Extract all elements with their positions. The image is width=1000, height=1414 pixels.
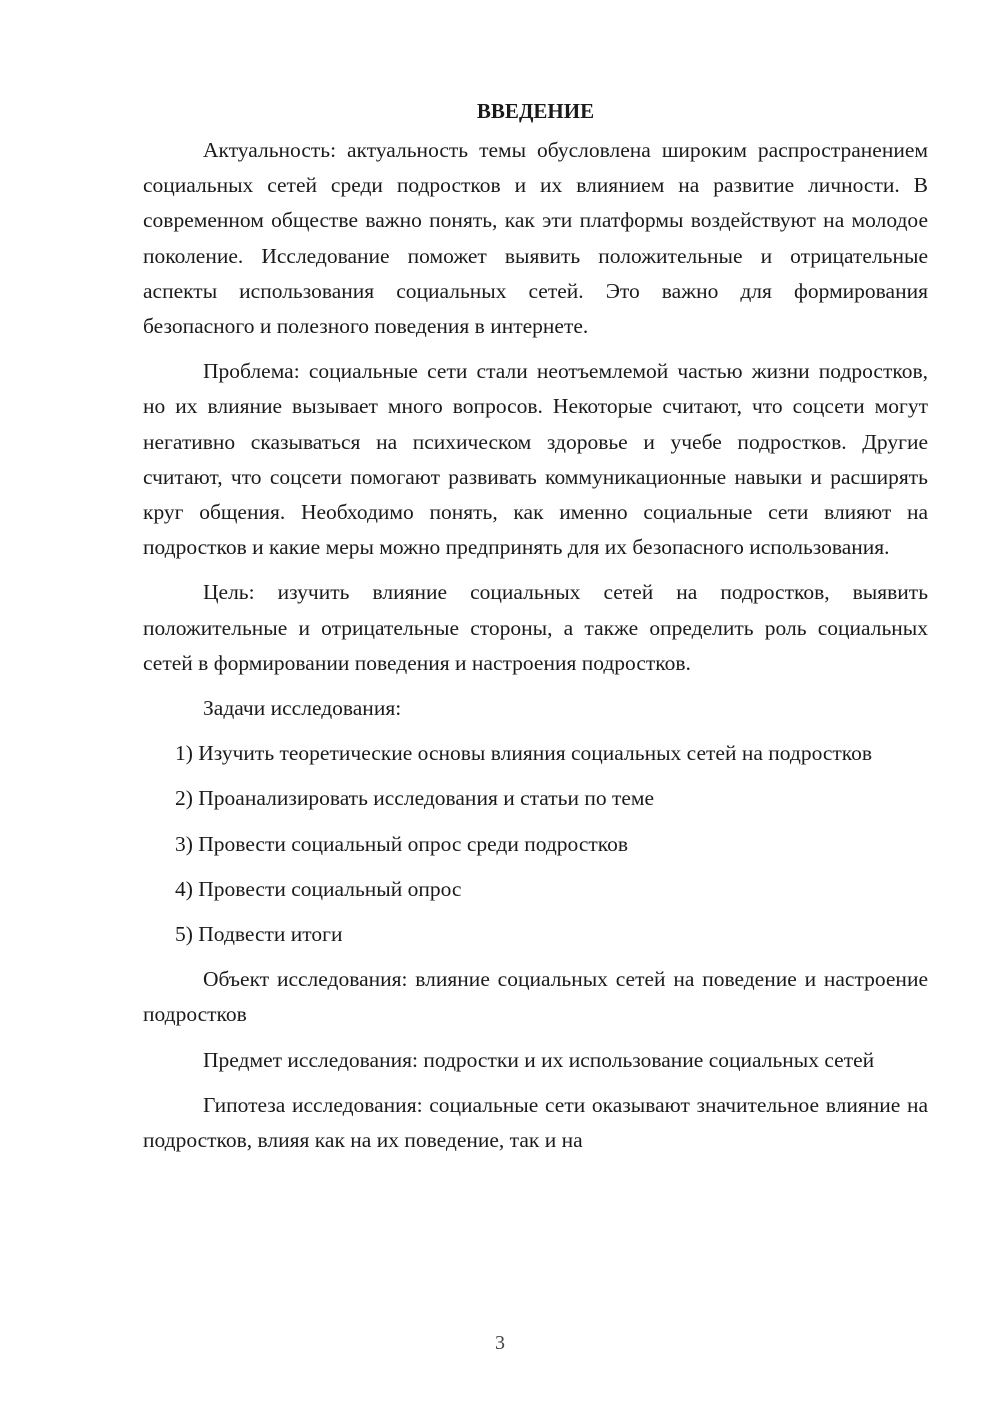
page-title: ВВЕДЕНИЕ: [476, 99, 595, 123]
paragraph-relevance: Актуальность: актуальность темы обусловлена широким распространением социальных сетей среди подростков и их влиянием на развитие личности. В современном обществе важно понять, как эти платформы воздействуют на молодое поколение. Исследование поможет выявить положительные и отрицательные аспекты использования социальных сетей. Это важно для формирования безопасного и полезного поведения в интернете.: [143, 138, 928, 339]
paragraph-hypothesis: Гипотеза исследования: социальные сети оказывают значительное влияние на подростков, влияя как на их поведение, так и на: [143, 1092, 928, 1153]
page-number: 3: [495, 1332, 505, 1354]
paragraph-subject: Предмет исследования: подростки и их использование социальных сетей: [203, 1047, 875, 1072]
task-item-4: 4) Провести социальный опрос: [175, 876, 462, 901]
task-item-3: 3) Провести социальный опрос среди подростков: [175, 831, 629, 856]
paragraph-goal: Цель: изучить влияние социальных сетей на подростков, выявить положительные и отрицательные стороны, а также определить роль социальных сетей в формировании поведения и настроения подростков.: [143, 580, 928, 675]
page-content: [143, 96, 928, 1168]
paragraph-object: Объект исследования: влияние социальных сетей на поведение и настроение подростков: [143, 967, 928, 1027]
paragraph-problem: Проблема: социальные сети стали неотъемлемой частью жизни подростков, но их влияние вызывает много вопросов. Некоторые считают, что соцсети могут негативно сказываться на психическом здоровье и учебе подростков. Другие считают, что соцсети помогают развивать коммуникационные навыки и расширять круг общения. Необходимо понять, как именно социальные сети влияют на подростков и какие меры можно предпринять для их безопасного использования.: [143, 359, 928, 560]
task-item-1: 1) Изучить теоретические основы влияния социальных сетей на подростков: [175, 741, 873, 766]
paragraph-tasks-heading: Задачи исследования:: [203, 696, 402, 721]
task-item-5: 5) Подвести итоги: [175, 922, 343, 947]
task-item-2: 2) Проанализировать исследования и статьи по теме: [175, 786, 655, 811]
